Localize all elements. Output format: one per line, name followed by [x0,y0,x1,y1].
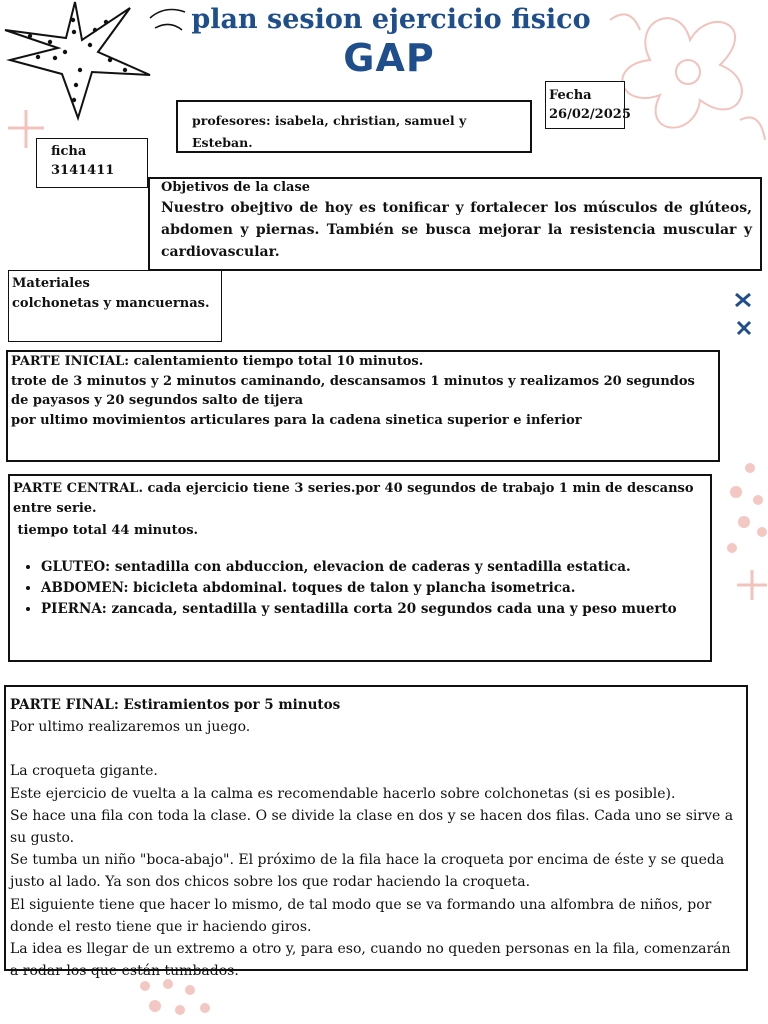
pink-dots-icon [722,460,768,610]
parte-inicial-heading: PARTE INICIAL: calentamiento tiempo total 10 minutos. [11,354,424,369]
ficha-value: 3141411 [51,163,115,178]
parte-central-heading: PARTE CENTRAL. cada ejercicio tiene 3 series.por 40 segundos de trabajo 1 min de descanso entre serie. [13,481,694,516]
game-p2: Se hace una fila con toda la clase. O se divide la clase en dos y se hacen dos filas. Cada uno se sirve a su gusto. [10,807,734,847]
parte-inicial-line2: por ultimo movimientos articulares para la cadena sinetica superior e inferior [11,412,582,428]
list-item: • GLUTEO: sentadilla con abduccion, elevacion de caderas y sentadilla estatica. [41,557,707,578]
parte-central-box [8,474,712,662]
game-p5: La idea es llegar de un extremo a otro y, para eso, cuando no queden personas en la fila, comenzarán a rodar los que están tumbados. [10,941,731,980]
fecha-value: 26/02/2025 [549,107,631,122]
list-item: • ABDOMEN: bicicleta abdominal. toques de talon y plancha isometrica. [41,578,707,599]
page-title: plan sesion ejercicio fisico [191,4,591,35]
ficha-box [36,138,148,188]
materiales-box [8,270,222,342]
materiales-label: Materiales [12,276,90,291]
fecha-box [545,81,631,129]
list-item: • PIERNA: zancada, sentadilla y sentadilla corta 20 segundos cada una y peso muerto [41,599,707,620]
ficha-label: ficha [51,144,87,159]
page-subtitle: GAP [343,36,435,80]
materiales-text: colchonetas y mancuernas. [12,296,210,311]
parte-inicial-line1: trote de 3 minutos y 2 minutos caminando, descansamos 1 minutos y realizamos 20 segundos de payasos y 20 segundos salto de tijera [11,373,695,408]
game-p4: El siguiente tiene que hacer lo mismo, de tal modo que se va formando una alfombra de niños, por donde el resto tiene que ir haciendo giros. [10,896,712,935]
parte-inicial-box [6,350,720,462]
profesores-text: profesores: isabela, christian, samuel y Esteban. [192,113,467,150]
blue-sparkle-icon [730,290,768,340]
objetivos-label: Objetivos de la clase [161,180,311,195]
pink-dots-bottom-icon [130,976,220,1024]
objetivos-box [148,177,762,271]
parte-final-heading: PARTE FINAL: Estiramientos por 5 minutos [10,697,341,713]
parte-central-time: tiempo total 44 minutos. [13,523,199,538]
profesores-box [176,100,532,153]
parte-final-line1: Por ultimo realizaremos un juego. [10,719,251,736]
game-p1: Este ejercicio de vuelta a la calma es recomendable hacerlo sobre colchonetas (si es posible). [10,785,676,802]
objetivos-text: Nuestro obejtivo de hoy es tonificar y fortalecer los músculos de glúteos, abdomen y piernas. También se busca mejorar la resistencia muscular y cardiovascular. [161,200,752,260]
fecha-label: Fecha [549,88,592,103]
game-title: La croqueta gigante. [10,763,158,780]
parte-final-box [4,685,748,980]
exercise-list [13,557,707,620]
game-p3: Se tumba un niño "boca-abajo". El próximo de la fila hace la croqueta por encima de éste y se queda justo al lado. Ya son dos chicos sobre los que rodar haciendo la croqueta. [10,852,725,891]
